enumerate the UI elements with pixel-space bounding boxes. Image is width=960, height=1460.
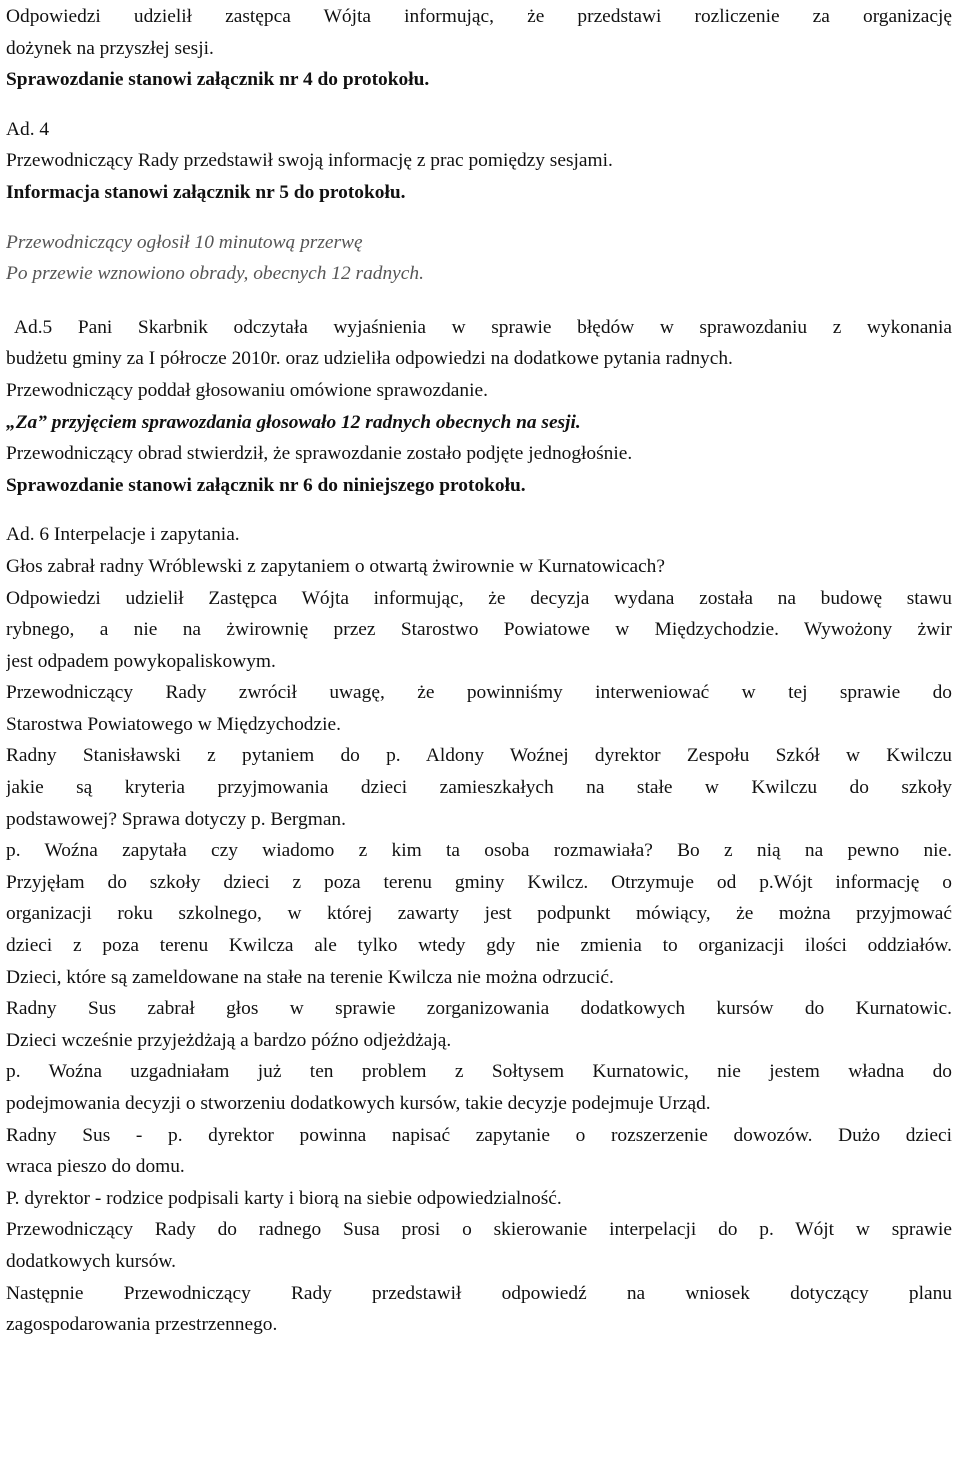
- text-line-italic: Po przewie wznowiono obrady, obecnych 12 radnych.: [6, 263, 424, 285]
- text-line: Radny Stanisławski z pytaniem do p. Aldony Woźnej dyrektor Zespołu Szkół w Kwilczu: [6, 745, 952, 767]
- text-line: Przewodniczący Rady zwrócił uwagę, że powinniśmy interweniować w tej sprawie do: [6, 682, 952, 704]
- section-heading: Ad. 6 Interpelacje i zapytania.: [6, 524, 240, 546]
- text-line: P. dyrektor - rodzice podpisali karty i biorą na siebie odpowiedzialność.: [6, 1187, 562, 1209]
- text-line: Radny Sus zabrał głos w sprawie zorganizowania dodatkowych kursów do Kurnatowic.: [6, 998, 952, 1020]
- text-line: Starostwa Powiatowego w Międzychodzie.: [6, 713, 341, 735]
- text-line: Odpowiedzi udzielił Zastępca Wójta informując, że decyzja wydana została na budowę stawu: [6, 587, 952, 609]
- text-line: Przyjęłam do szkoły dzieci z poza terenu gminy Kwilcz. Otrzymuje od p.Wójt informację o: [6, 871, 952, 893]
- text-line: zagospodarowania przestrzennego.: [6, 1314, 278, 1336]
- spacer: [6, 290, 952, 312]
- text-line: rybnego, a nie na żwirownię przez Starostwo Powiatowe w Międzychodzie. Wywożony żwir: [6, 619, 952, 641]
- text-line: budżetu gminy za I półrocze 2010r. oraz udzieliła odpowiedzi na dodatkowe pytania radnych.: [6, 348, 733, 370]
- text-line-bold: Sprawozdanie stanowi załącznik nr 4 do protokołu.: [6, 69, 430, 91]
- text-line: dodatkowych kursów.: [6, 1250, 176, 1272]
- text-line: Przewodniczący Rady do radnego Susa prosi o skierowanie interpelacji do p. Wójt w sprawie: [6, 1219, 952, 1241]
- text-line: Radny Sus - p. dyrektor powinna napisać zapytanie o rozszerzenie dowozów. Dużo dzieci: [6, 1124, 952, 1146]
- text-line: Głos zabrał radny Wróblewski z zapytaniem o otwartą żwirownie w Kurnatowicach?: [6, 555, 665, 577]
- text-line: Przewodniczący poddał głosowaniu omówione sprawozdanie.: [6, 379, 488, 401]
- text-line: Następnie Przewodniczący Rady przedstawił odpowiedź na wniosek dotyczący planu: [6, 1282, 952, 1304]
- text-line: Odpowiedzi udzielił zastępca Wójta informując, że przedstawi rozliczenie za organizację: [6, 6, 952, 27]
- section-heading: Ad. 4: [6, 118, 50, 140]
- text-line-bold-italic: „Za” przyjęciem sprawozdania głosowało 12 radnych obecnych na sesji.: [6, 411, 581, 433]
- text-line: jakie są kryteria przyjmowania dzieci zamieszkałych na stałe w Kwilczu do szkoły: [6, 777, 952, 799]
- text-line: p. Woźna zapytała czy wiadomo z kim ta osoba rozmawiała? Bo z nią na pewno nie.: [6, 840, 952, 862]
- text-line-italic: Przewodniczący ogłosił 10 minutową przerwę: [6, 231, 363, 253]
- text-line: podstawowej? Sprawa dotyczy p. Bergman.: [6, 808, 346, 830]
- text-line: Przewodniczący obrad stwierdził, że sprawozdanie zostało podjęte jednogłośnie.: [6, 443, 633, 465]
- text-line: jest odpadem powykopaliskowym.: [6, 650, 276, 672]
- text-line: wraca pieszo do domu.: [6, 1156, 185, 1178]
- text-line: organizacji roku szkolnego, w której zawarty jest podpunkt mówiący, że można przyjmować: [6, 903, 952, 925]
- text-line: podejmowania decyzji o stworzeniu dodatkowych kursów, takie decyzje podejmuje Urząd.: [6, 1093, 711, 1114]
- text-line: Ad.5 Pani Skarbnik odczytała wyjaśnienia w sprawie błędów w sprawozdaniu z wykonania: [14, 316, 952, 338]
- spacer: [6, 96, 952, 114]
- text-line: dzieci z poza terenu Kwilcza ale tylko wtedy gdy nie zmienia to organizacji ilości oddziałów.: [6, 935, 952, 957]
- spacer: [6, 209, 952, 227]
- text-line-bold: Informacja stanowi załącznik nr 5 do protokołu.: [6, 181, 406, 203]
- text-line: Przewodniczący Rady przedstawił swoją informację z prac pomiędzy sesjami.: [6, 150, 613, 172]
- spacer: [6, 501, 952, 519]
- text-line-bold: Sprawozdanie stanowi załącznik nr 6 do niniejszego protokołu.: [6, 474, 526, 496]
- text-line: Dzieci, które są zameldowane na stałe na terenie Kwilcza nie można odrzucić.: [6, 966, 614, 988]
- text-line: Dzieci wcześnie przyjeżdżają a bardzo późno odjeżdżają.: [6, 1029, 452, 1051]
- text-line: p. Woźna uzgadniałam już ten problem z Sołtysem Kurnatowic, nie jestem władna do: [6, 1061, 952, 1083]
- text-line: dożynek na przyszłej sesji.: [6, 37, 214, 59]
